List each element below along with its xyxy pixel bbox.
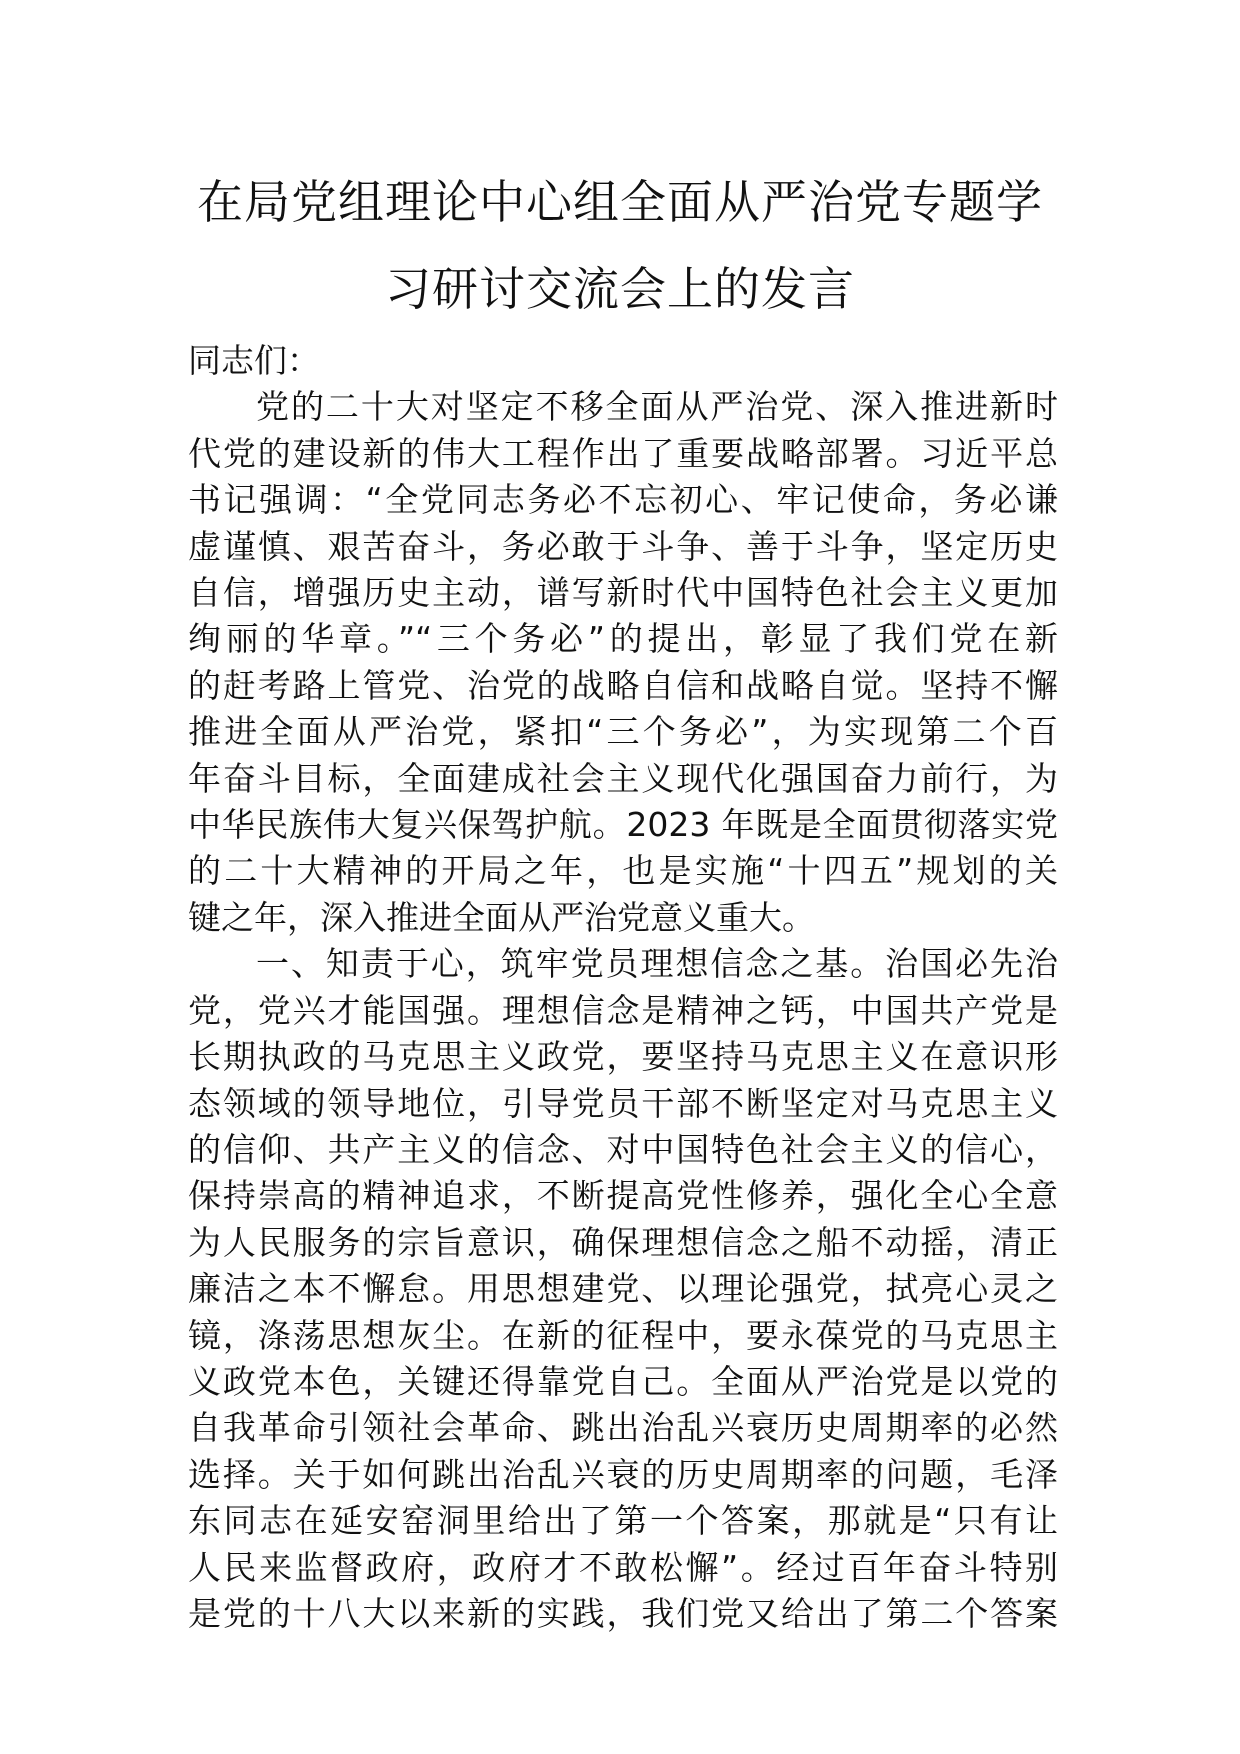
paragraph-line: 键之年，深入推进全面从严治党意义重大。 [188,897,815,937]
paragraph-line: 态领域的领导地位，引导党员干部不断坚定对马克思主义 [188,1083,1058,1123]
paragraph-line: 自信，增强历史主动，谱写新时代中国特色社会主义更加 [188,573,1058,613]
document-body [188,338,1058,1637]
paragraph-line: 是党的十八大以来新的实践，我们党又给出了第二个答案 [188,1593,1058,1633]
paragraph-line: 党，党兴才能国强。理想信念是精神之钙，中国共产党是 [188,990,1058,1030]
paragraph-line: 为人民服务的宗旨意识，确保理想信念之船不动摇，清正 [188,1222,1058,1262]
salutation: 同志们： [188,341,320,380]
paragraph-line: 党的二十大对坚定不移全面从严治党、深入推进新时 [256,387,1058,427]
paragraph-line: 义政党本色，关键还得靠党自己。全面从严治党是以党的 [188,1361,1058,1401]
paragraph-line: 镜，涤荡思想灰尘。在新的征程中，要永葆党的马克思主 [188,1315,1058,1355]
paragraph-line: 推进全面从严治党，紧扣“三个务必”，为实现第二个百 [188,712,1058,752]
paragraph-line: 的赶考路上管党、治党的战略自信和战略自觉。坚持不懈 [188,665,1058,705]
paragraph-1 [188,384,1058,941]
paragraph-line: 东同志在延安窑洞里给出了第一个答案，那就是“只有让 [188,1501,1058,1541]
paragraph-line: 的二十大精神的开局之年，也是实施“十四五”规划的关 [188,851,1058,891]
paragraph-line: 的信仰、共产主义的信念、对中国特色社会主义的信心， [188,1129,1058,1169]
paragraph-line: 虚谨慎、艰苦奋斗，务必敢于斗争、善于斗争，坚定历史 [188,526,1058,566]
paragraph-line: 长期执政的马克思主义政党，要坚持马克思主义在意识形 [188,1037,1058,1077]
document-title-line-1: 在局党组理论中心组全面从严治党专题学 [197,175,1043,229]
paragraph-line: 书记强调：“全党同志务必不忘初心、牢记使命，务必谦 [188,480,1058,520]
paragraph-line: 年奋斗目标，全面建成社会主义现代化强国奋力前行，为 [188,758,1058,798]
paragraph-line: 保持崇高的精神追求，不断提高党性修养，强化全心全意 [188,1176,1058,1216]
paragraph-line: 代党的建设新的伟大工程作出了重要战略部署。习近平总 [188,433,1058,473]
paragraph-line: 绚丽的华章。”“三个务必”的提出，彰显了我们党在新 [188,619,1058,659]
paragraph-line: 一、知责于心，筑牢党员理想信念之基。治国必先治 [256,944,1058,984]
paragraph-line: 中华民族伟大复兴保驾护航。2023 年既是全面贯彻落实党 [188,805,1058,845]
document-title-line-2: 习研讨交流会上的发言 [385,262,855,316]
paragraph-line: 人民来监督政府，政府才不敢松懈”。经过百年奋斗特别 [188,1547,1058,1587]
paragraph-line: 选择。关于如何跳出治乱兴衰的历史周期率的问题，毛泽 [188,1454,1058,1494]
paragraph-line: 廉洁之本不懈怠。用思想建党、以理论强党，拭亮心灵之 [188,1269,1058,1309]
paragraph-2 [188,941,1058,1637]
paragraph-line: 自我革命引领社会革命、跳出治乱兴衰历史周期率的必然 [188,1408,1058,1448]
